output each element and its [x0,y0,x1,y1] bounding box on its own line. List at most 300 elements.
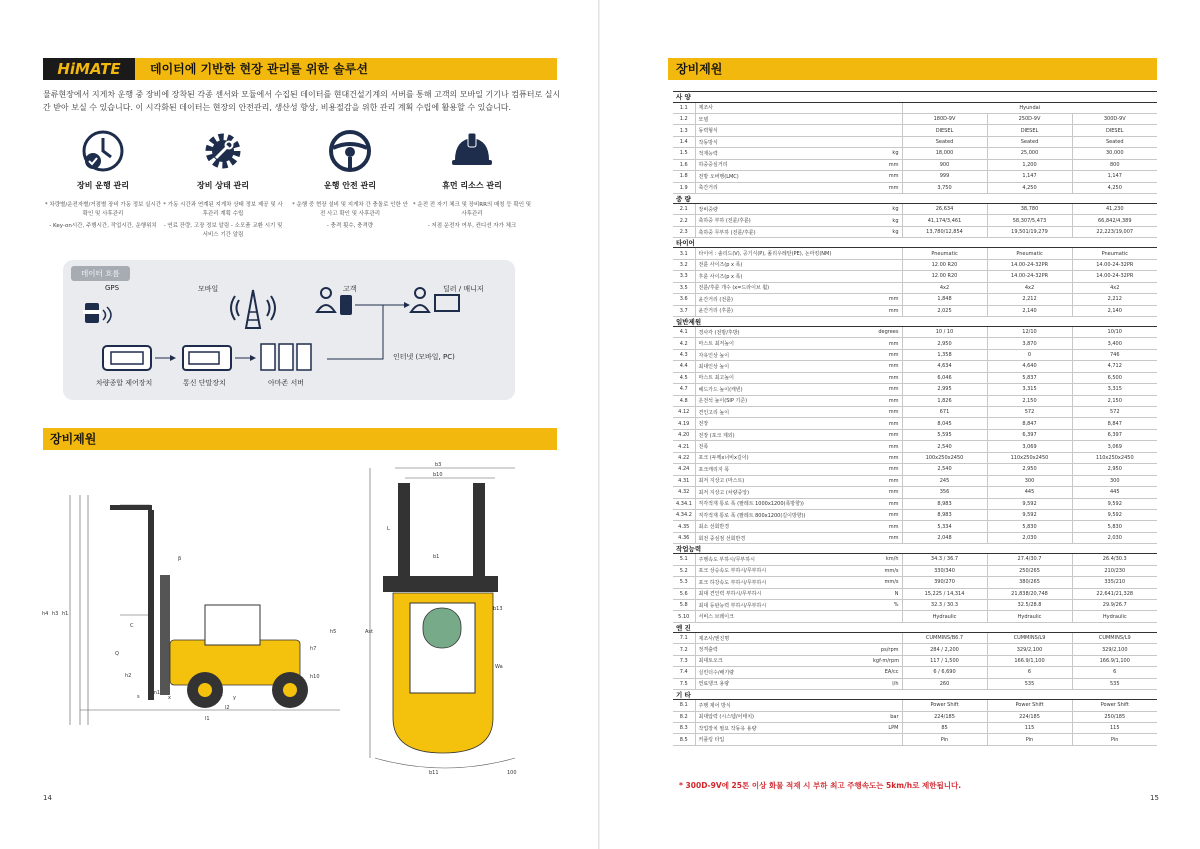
category-desc: * 차량별/운전자별/거점별 장비 가동 정보 실시간 확인 및 사후관리 [44,202,162,217]
spec-unit: mm [870,429,902,440]
dim-s: s [137,694,140,700]
spec-row [673,532,1157,543]
spec-value-250d: 2,150 [987,395,1072,406]
spec-value-180d: 18,000 [902,148,987,159]
spec-value-250d: Hydraulic [987,611,1072,622]
spec-value-300d: Pneumatic [1072,248,1157,259]
spec-item: 포크캐리지 폭 [695,464,870,475]
spec-row [673,475,1157,486]
spec-unit: mm/s [870,577,902,588]
spec-row [673,464,1157,475]
spec-value-180d: 2,950 [902,338,987,349]
spec-value-250d: 4,250 [987,182,1072,193]
spec-row [673,498,1157,509]
spec-section-header [673,238,1157,248]
spec-value-300d: 9,592 [1072,509,1157,520]
spec-value-300d: 1,147 [1072,171,1157,182]
spec-value-180d: 15,225 / 14,314 [902,588,987,599]
spec-value-300d: 22,223/19,007 [1072,226,1157,237]
spec-value-180d: 180D-9V [902,113,987,124]
spec-unit [870,113,902,124]
spec-value-300d: 4,712 [1072,361,1157,372]
spec-value-250d: 115 [987,722,1072,733]
dim-b10: b10 [433,472,443,478]
dim-h1: h1 [62,611,69,617]
gps-icon [83,303,111,323]
spec-value-300d: Seated [1072,136,1157,147]
spec-number: 8.3 [673,722,695,733]
spec-value-250d: 535 [987,678,1072,689]
spec-number: 4.1 [673,326,695,337]
spec-value-250d: Power Shift [987,700,1072,711]
dim-h7: h7 [310,646,317,652]
spec-row [673,521,1157,532]
spec-unit: mm [870,338,902,349]
spec-value-180d: 3,750 [902,182,987,193]
spec-table [673,92,1157,746]
spec-item: 윤간거리 (후륜) [695,305,870,316]
spec-value-180d: 5,334 [902,521,987,532]
spec-item: 최저 지상고 (마스트) [695,475,870,486]
spec-value-250d: 8,847 [987,418,1072,429]
spec-unit: mm [870,395,902,406]
dealer-label: 딜러 / 매니저 [443,285,484,293]
spec-value-250d: 14.00-24-32PR [987,271,1072,282]
spec-number: 8.5 [673,734,695,745]
spec-row [673,136,1157,147]
spec-value-180d: 2,025 [902,305,987,316]
spec-value-300d: 14.00-24-32PR [1072,271,1157,282]
section-title: 기 타 [673,690,1157,700]
spec-number: 4.20 [673,429,695,440]
spec-value-250d: 5,830 [987,521,1072,532]
spec-value-300d: 2,950 [1072,464,1157,475]
spec-unit: mm [870,418,902,429]
dim-m2: m2 [215,692,224,698]
spec-number: 4.4 [673,361,695,372]
spec-number: 1.3 [673,125,695,136]
spec-number: 7.5 [673,678,695,689]
category-name: 장비 상태 관리 [197,181,249,190]
spec-number: 4.7 [673,384,695,395]
terminal-icon [183,346,231,370]
spec-number: 3.1 [673,248,695,259]
spec-row [673,182,1157,193]
spec-section-header [673,544,1157,554]
spec-row [673,611,1157,622]
dim-m1: m1 [152,690,161,696]
footnote: * 300D-9V에 25톤 이상 화물 적재 시 부하 최고 주행속도는 5km/h로 제한됩니다. [679,781,962,790]
spec-row [673,655,1157,666]
spec-item: 장비중량 [695,204,870,215]
spec-number: 5.3 [673,577,695,588]
category-name: 휴먼 리소스 관리 [442,181,502,190]
spec-number: 1.8 [673,171,695,182]
spec-item: 정격출력 [695,644,870,655]
server-icon [261,344,311,370]
spec-item: 축간거리 [695,182,870,193]
spec-value-250d: 2,212 [987,294,1072,305]
dim-y: y [233,695,236,701]
spec-value-300d: 3,069 [1072,441,1157,452]
spec-row [673,361,1157,372]
server-label: 아마존 서버 [268,379,305,387]
spec-unit: mm [870,182,902,193]
spec-item: 타이어 : 솔리드(V), 공기식(P), 폴리우레탄(PE), 논마킹(NM) [695,248,870,259]
category-safety [290,128,410,231]
spec-value-250d: 32.5/28.8 [987,600,1072,611]
intro-text: 물류현장에서 지게차 운행 중 장비에 장착된 각종 센서와 모듈에서 수집된 데이터를 현대건설기계의 서버를 통해 고객의 모바일 기기나 컴퓨터로 실시간 받아 보실 수 있습니다. 이 시각화된 데이터는 현장의 안전관리, 생산성 향상, 비용절감을 위한 관리 계획 수립에 활용할 수 있습니다. [43,90,561,112]
spec-value-300d: 300 [1072,475,1157,486]
spec-row [673,407,1157,418]
spec-value-250d: 5,837 [987,372,1072,383]
spec-value-180d: 1,848 [902,294,987,305]
spec-row [673,600,1157,611]
mast [160,575,170,695]
spec-item: 커플링 타입 [695,734,870,745]
spec-number: 4.12 [673,407,695,418]
dim-c: C [130,623,134,629]
spec-unit: mm [870,475,902,486]
spec-value-250d: 250D-9V [987,113,1072,124]
spec-number: 5.10 [673,611,695,622]
page-number: 15 [1150,794,1159,802]
spec-value-180d: 5,595 [902,429,987,440]
spec-value-300d: 66,842/4,389 [1072,215,1157,226]
spec-row [673,372,1157,383]
spec-unit: kg [870,215,902,226]
spec-value-250d: 58,307/5,473 [987,215,1072,226]
spec-table-header-bar [668,58,1157,80]
spec-value-300d: 4,250 [1072,182,1157,193]
spec-value-300d: 335/210 [1072,577,1157,588]
spec-unit [870,125,902,136]
dim-h3: h3 [52,611,59,617]
spec-value-180d: 6,046 [902,372,987,383]
dim-wa: Wa [495,664,503,670]
spec-row [673,226,1157,237]
spec-value-250d: Pin [987,734,1072,745]
spec-unit: % [870,600,902,611]
spec-value-180d: 1,826 [902,395,987,406]
spec-value-250d: 9,592 [987,498,1072,509]
spec-value-180d: 671 [902,407,987,418]
spec-item: 포크 하강속도 부하시/무부하시 [695,577,870,588]
spec-unit: ps/rpm [870,644,902,655]
spec-unit: km/h [870,554,902,565]
spec-item: 포크 상승속도 부하시/무부하시 [695,565,870,576]
forklift-side-diagram [40,465,340,765]
spec-row [673,159,1157,170]
spec-value: Hyundai [902,102,1157,113]
category-desc: * 운전 전 자기 체크 및 장비RR의 매칭 등 확인 및 사후관리 [412,202,532,217]
spec-row [673,418,1157,429]
spec-unit [870,632,902,643]
category-desc: * 가동 시간과 연계된 지게차 상태 정보 제공 및 사후관리 계획 수립 [163,202,283,217]
spec-row [673,678,1157,689]
fork-right [473,483,485,578]
spec-row [673,577,1157,588]
spec-number: 8.1 [673,700,695,711]
spec-number: 1.2 [673,113,695,124]
spec-row [673,554,1157,565]
spec-row [673,204,1157,215]
spec-unit: mm [870,407,902,418]
spec-value-300d: 14.00-24-32PR [1072,259,1157,270]
spec-value-250d: 1,147 [987,171,1072,182]
spec-number: 1.1 [673,102,695,113]
spec-number: 2.2 [673,215,695,226]
spec-row [673,429,1157,440]
spec-unit: degrees [870,326,902,337]
spec-unit: mm [870,171,902,182]
category-desc-detail: - 저점 운전자 여부, 컨디션 자가 체크 [427,223,517,229]
spec-value-180d: 260 [902,678,987,689]
spec-value-300d: 329/2,100 [1072,644,1157,655]
spec-value-250d: 250/265 [987,565,1072,576]
spec-number: 4.32 [673,487,695,498]
spec-item: 제조사 [695,102,870,113]
spec-item: 적재능력 [695,148,870,159]
spec-value-180d: 8,983 [902,498,987,509]
spec-value-250d: 3,870 [987,338,1072,349]
spec-value-180d: 4x2 [902,282,987,293]
controller-label: 차량종합 제어장치 [96,379,153,387]
spec-value-300d: 572 [1072,407,1157,418]
spec-unit: kg [870,148,902,159]
spec-unit: mm [870,305,902,316]
spec-unit: kg [870,226,902,237]
spec-value-250d: 4,640 [987,361,1072,372]
spec-value-300d: 250/185 [1072,711,1157,722]
spec-value-180d: Pin [902,734,987,745]
spec-unit: kgf·m/rpm [870,655,902,666]
spec-number: 4.24 [673,464,695,475]
spec-number: 4.8 [673,395,695,406]
spec-row [673,102,1157,113]
spec-value-180d: 330/340 [902,565,987,576]
spec-unit [870,282,902,293]
spec-item: 후륜 사이즈(p x 폭) [695,271,870,282]
spec-number: 3.3 [673,271,695,282]
spec-number: 5.8 [673,600,695,611]
spec-value-250d: 27.4/30.7 [987,554,1072,565]
spec-value-180d: 117 / 1,500 [902,655,987,666]
spec-item: 주행속도 부하시/무부하시 [695,554,870,565]
spec-number: 8.2 [673,711,695,722]
spec-value-180d: 10 / 10 [902,326,987,337]
dim-beta: β [178,556,182,562]
spec-item: 견인고리 높이 [695,407,870,418]
spec-value-250d: 329/2,100 [987,644,1072,655]
spec-item: 포크 (두께x너비x길이) [695,452,870,463]
dim-b3: b3 [435,462,442,468]
spec-row [673,452,1157,463]
spec-row [673,384,1157,395]
spec-value-250d: 19,501/19,279 [987,226,1072,237]
spec-unit [870,248,902,259]
dim-b1: b1 [433,554,440,560]
antenna-tower-icon [231,290,275,328]
dim-l1: l1 [205,716,210,722]
spec-number: 4.34.2 [673,509,695,520]
spec-value-300d: Pin [1072,734,1157,745]
spec-value-180d: 2,540 [902,464,987,475]
page-number: 14 [43,794,52,802]
spec-unit: mm [870,159,902,170]
spec-unit: mm [870,372,902,383]
data-flow-tag: 데이터 흐름 [71,266,130,281]
dim-alpha: α [150,556,154,562]
dim-h10: h10 [310,674,320,680]
spec-unit: mm [870,532,902,543]
internet-label: 인터넷 (모바일, PC) [393,353,455,361]
spec-unit: mm [870,361,902,372]
spec-item: 마스트 최고높이 [695,372,870,383]
category-status [163,128,283,239]
spec-value-300d: 445 [1072,487,1157,498]
spec-number: 2.3 [673,226,695,237]
spec-value-180d: 2,995 [902,384,987,395]
spec-value-300d: 2,030 [1072,532,1157,543]
spec-row [673,565,1157,576]
spec-unit [870,259,902,270]
spec-item: 전방 오버행(LMC) [695,171,870,182]
spec-row [673,326,1157,337]
fork-vertical [148,510,154,700]
spec-row [673,215,1157,226]
spec-value-250d: 38,780 [987,204,1072,215]
spec-unit: mm [870,498,902,509]
spec-value-300d: 300D-9V [1072,113,1157,124]
spec-value-300d: 6 [1072,667,1157,678]
spec-value-250d: DIESEL [987,125,1072,136]
spec-item: 최대인상 높이 [695,361,870,372]
spec-value-250d: 21,838/20,748 [987,588,1072,599]
spec-item: 전폭 [695,441,870,452]
spec-value-180d: 4,634 [902,361,987,372]
spec-value-180d: 2,540 [902,441,987,452]
controller-icon [103,346,151,370]
spec-item: 동력형식 [695,125,870,136]
spec-value-250d: 6 [987,667,1072,678]
spec-section-header [673,194,1157,204]
spec-value-250d: 14.00-24-32PR [987,259,1072,270]
spec-section-header [673,690,1157,700]
spec-item: 헤드가드 높이(캐빈) [695,384,870,395]
spec-number: 4.21 [673,441,695,452]
spec-unit: kg [870,204,902,215]
spec-unit: mm [870,521,902,532]
spec-item: 실린더수/배기량 [695,667,870,678]
spec-item: 전장 [695,418,870,429]
spec-unit [870,734,902,745]
spec-value-300d: 41,230 [1072,204,1157,215]
spec-number: 1.9 [673,182,695,193]
spec-unit: mm/s [870,565,902,576]
spec-value-180d: 12.00 R20 [902,271,987,282]
spec-row [673,632,1157,643]
spec-value-300d: 6,397 [1072,429,1157,440]
spec-value-250d: 2,140 [987,305,1072,316]
spec-value-250d: 2,950 [987,464,1072,475]
spec-section-header [673,92,1157,102]
spec-number: 1.6 [673,159,695,170]
spec-value-250d: 300 [987,475,1072,486]
spec-title: 장비제원 [50,432,97,446]
spec-value-180d: 8,983 [902,509,987,520]
spec-value-180d: 224/185 [902,711,987,722]
spec-item: 최대 견인력 부하시/무부하시 [695,588,870,599]
spec-unit [870,102,902,113]
spec-number: 7.2 [673,644,695,655]
spec-item: 최대 등판능력 부하시/무부하시 [695,600,870,611]
spec-number: 5.1 [673,554,695,565]
spec-value-300d: 6,500 [1072,372,1157,383]
spec-number: 4.19 [673,418,695,429]
spec-item: 주행 제어 방식 [695,700,870,711]
spec-row [673,294,1157,305]
category-desc: * 운행 중 현장 설비 및 지게차 간 충돌로 인한 안전 사고 확인 및 사후관리 [292,202,408,217]
spec-unit: mm [870,294,902,305]
fork-top [110,505,152,510]
spec-value-300d: 535 [1072,678,1157,689]
spec-value-250d: 445 [987,487,1072,498]
spec-value-250d: 6,397 [987,429,1072,440]
spec-value-250d: 0 [987,349,1072,360]
spec-row [673,711,1157,722]
section-title: 엔 진 [673,622,1157,632]
spec-number: 5.2 [673,565,695,576]
spec-value-250d: 4x2 [987,282,1072,293]
gear-wrench-icon [200,128,246,174]
section-title: 중 량 [673,194,1157,204]
spec-value-300d: 3,400 [1072,338,1157,349]
spec-number: 1.5 [673,148,695,159]
spec-item: 최소 선회반경 [695,521,870,532]
mobile-label: 모바일 [198,285,219,293]
spec-number: 1.4 [673,136,695,147]
spec-unit: EA/cc [870,667,902,678]
spec-unit: mm [870,464,902,475]
category-desc-detail: - 연료 잔량, 고장 정보 알림 - 소모품 교환 시기 및 서비스 기간 알림 [163,223,283,238]
spec-value-300d: 2,140 [1072,305,1157,316]
spec-item: 운전석 높이(SIP 기준) [695,395,870,406]
spec-value-300d: 210/230 [1072,565,1157,576]
spec-value-180d: 390/270 [902,577,987,588]
spec-value-180d: DIESEL [902,125,987,136]
spec-row [673,700,1157,711]
spec-item: 모델 [695,113,870,124]
spec-value-300d: 2,212 [1072,294,1157,305]
spec-value-180d: Power Shift [902,700,987,711]
spec-item: 서비스 브레이크 [695,611,870,622]
spec-value-250d: 2,030 [987,532,1072,543]
spec-row [673,338,1157,349]
spec-value-180d: CUMMINS/B6.7 [902,632,987,643]
spec-number: 3.7 [673,305,695,316]
dim-ast: Ast [365,629,373,635]
spec-number: 4.3 [673,349,695,360]
carriage [383,576,498,592]
spec-value-180d: Pneumatic [902,248,987,259]
spec-unit: bar [870,711,902,722]
spec-number: 4.5 [673,372,695,383]
forklift-top-diagram [365,458,535,778]
spec-value-250d: 224/185 [987,711,1072,722]
safety-helmet-icon [449,128,495,174]
spec-item: 축하중 무부하 (전륜/후륜) [695,226,870,237]
